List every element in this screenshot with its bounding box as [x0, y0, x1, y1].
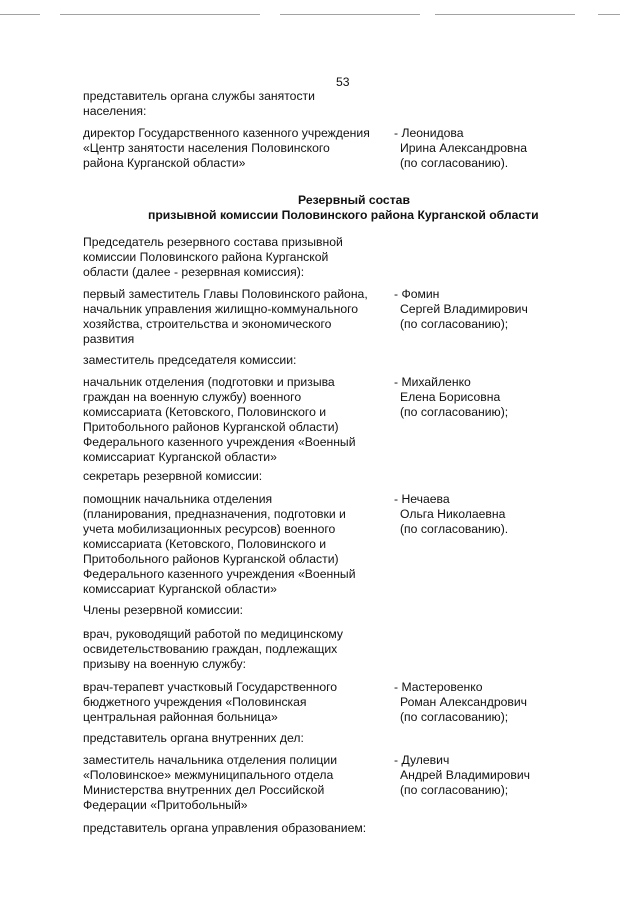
page-number: 53 — [336, 75, 350, 89]
position-doctor: врач-терапевт участковый Государственного бюджетного учреждения «Половинская центральная районная больница» — [83, 680, 338, 724]
scan-artifact-line — [435, 14, 575, 15]
scan-artifact-line — [60, 14, 260, 15]
position-employment-director: директор Государственного казенного учреждения «Центр занятости населения Половинского района Курганской области» — [83, 126, 370, 170]
person-dulevich: - Дулевич Андрей Владимирович (по согласованию); — [394, 753, 531, 797]
scan-artifact-line — [280, 14, 420, 15]
position-police: заместитель начальника отделения полиции «Половинское» межмуниципального отдела Министерства внутренних дел Российской Федерации «Притобольный» — [83, 753, 338, 812]
scan-artifact-line — [598, 14, 620, 15]
members-label: Члены резервной комиссии: — [83, 603, 243, 617]
doctor-role-label: врач, руководящий работой по медицинскому освидетельствованию граждан, подлежащих призыву на военную службу: — [83, 627, 343, 671]
position-chair: первый заместитель Главы Половинского района, начальник управления жилищно-коммунального хозяйства, строительства и экономического развития — [83, 287, 368, 346]
position-secretary: помощник начальника отделения (планирования, предназначения, подготовки и учета мобилизационных ресурсов) военного комиссариата (Кетовского, Половинского и Притобольного районов Курганской области) Федерального казенного учреждения «Военный комиссариат Курганской области» — [83, 492, 356, 596]
person-mikhailenko: - Михайленко Елена Борисовна (по согласованию); — [394, 375, 509, 419]
chair-label: Председатель резервного состава призывной комиссии Половинского района Курганской области (далее - резервная комиссия): — [83, 235, 343, 279]
position-deputy: начальник отделения (подготовки и призыва граждан на военную службу) военного комиссариата (Кетовского, Половинского и Притобольного районов Курганской области) Федерального казенного учреждения «Военный комиссариат Курганской области» — [83, 375, 356, 464]
deputy-label: заместитель председателя комиссии: — [83, 353, 297, 367]
person-nechaeva: - Нечаева Ольга Николаевна (по согласованию). — [394, 492, 509, 536]
scan-artifact-line — [0, 14, 40, 15]
secretary-label: секретарь резервной комиссии: — [83, 469, 263, 483]
role-label-employment: представитель органа службы занятости населения: — [83, 89, 315, 118]
person-leonidova: - Леонидова Ирина Александровна (по согласованию). — [394, 126, 527, 170]
person-fomin: - Фомин Сергей Владимирович (по согласованию); — [394, 287, 528, 331]
education-role-label: представитель органа управления образованием: — [83, 821, 367, 835]
police-role-label: представитель органа внутренних дел: — [83, 731, 304, 745]
person-masterovenko: - Мастеровенко Роман Александрович (по согласованию); — [394, 680, 528, 724]
